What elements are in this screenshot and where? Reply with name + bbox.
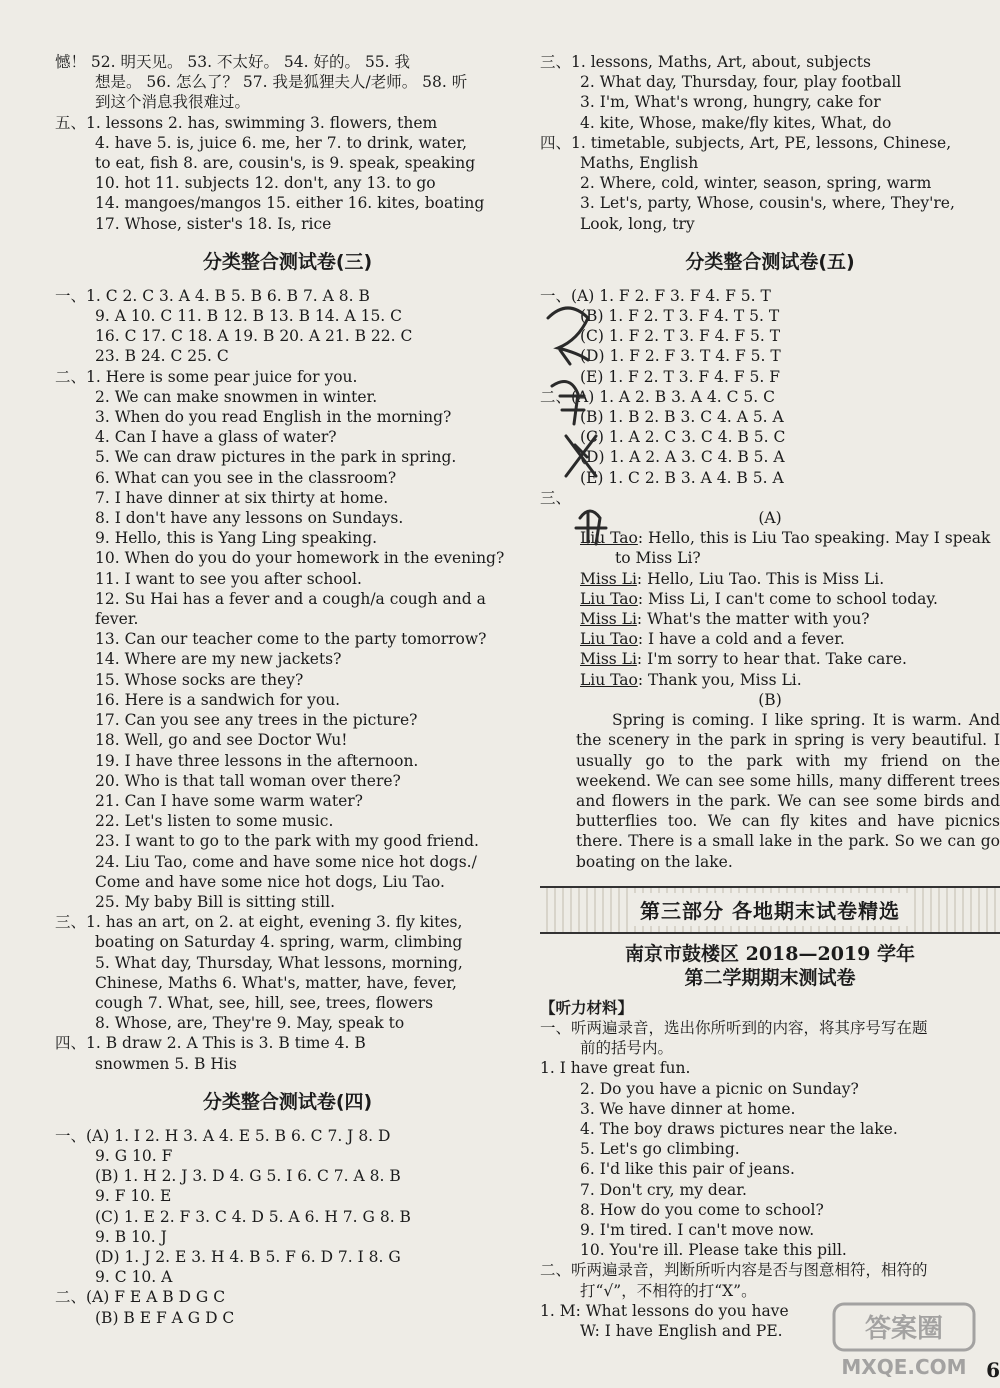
text-line: 14. Where are my new jackets?: [95, 650, 342, 669]
text-line: 9. I'm tired. I can't move now.: [580, 1220, 815, 1239]
text-line: (B) 1. F 2. T 3. F 4. T 5. T: [580, 307, 780, 326]
text-line: 18. Well, go and see Doctor Wu!: [95, 731, 348, 750]
test4-section2: [55, 1287, 520, 1327]
text-line: 5. We can draw pictures in the park in spring.: [95, 448, 457, 467]
text-line: to eat, fish 8. are, cousin's, is 9. speak, speaking: [95, 154, 476, 173]
dialogue-line: [540, 649, 1000, 669]
dialogue-speaker: Liu Tao: [580, 670, 638, 689]
site-watermark-icon: [814, 1294, 994, 1384]
text-line: 16. Here is a sandwich for you.: [95, 690, 341, 709]
text-line: 8. How do you come to school?: [580, 1200, 824, 1219]
text-line: Chinese, Maths 6. What's, matter, have, fever,: [95, 973, 457, 992]
text-line: 四、1. timetable, subjects, Art, PE, lessons, Chinese,: [540, 133, 952, 152]
text-line: 25. My baby Bill is sitting still.: [95, 892, 336, 911]
text-line: (B) B E F A G D C: [95, 1308, 235, 1327]
text-line: 2. Where, cold, winter, season, spring, warm: [580, 174, 932, 193]
text-line: 前的括号内。: [580, 1039, 674, 1058]
listen-section1-instructions: [540, 1018, 1000, 1058]
dialogue-line: [540, 569, 1000, 589]
text-line: 4. have 5. is, juice 6. me, her 7. to drink, water,: [95, 133, 467, 152]
text-line: 13. Can our teacher come to the party tomorrow?: [95, 630, 487, 649]
text-line: 1. I have great fun.: [540, 1059, 691, 1078]
text-line: 4. kite, Whose, make/fly kites, What, do: [580, 113, 892, 132]
page-number: 6: [986, 1358, 1000, 1382]
dialogue-line: [540, 548, 1000, 568]
text-line: 一、1. C 2. C 3. A 4. B 5. B 6. B 7. A 8. B: [55, 286, 370, 305]
listen-items: [540, 1058, 1000, 1260]
text-line: 3. Let's, party, Whose, cousin's, where, They're,: [580, 194, 955, 213]
text-line: 8. I don't have any lessons on Sundays.: [95, 509, 404, 528]
dialogue-text: : Hello, Liu Tao. This is Miss Li.: [636, 569, 885, 588]
text-line: Look, long, try: [580, 214, 695, 233]
text-line: 8. Whose, are, They're 9. May, speak to: [95, 1014, 405, 1033]
text-line: 24. Liu Tao, come and have some nice hot dogs./: [95, 852, 477, 871]
text-line: (D) 1. J 2. E 3. H 4. B 5. F 6. D 7. I 8. G: [95, 1247, 401, 1266]
test4-title: 分类整合测试卷(四): [202, 1090, 373, 1113]
dialogue-block: [540, 528, 1000, 690]
essay-label: (B): [758, 690, 782, 709]
dialogue-speaker: Miss Li: [580, 569, 637, 588]
text-line: 3. I'm, What's wrong, hungry, cake for: [580, 93, 881, 112]
test3-section2: [55, 367, 520, 912]
text-line: 9. F 10. E: [95, 1187, 172, 1206]
text-line: 3. We have dinner at home.: [580, 1099, 796, 1118]
test3-section3: [55, 912, 520, 1033]
dialogue-text: : I'm sorry to hear that. Take care.: [636, 650, 907, 669]
text-line: (C) 1. F 2. T 3. F 4. F 5. T: [580, 327, 781, 346]
text-line: (D) 1. F 2. F 3. T 4. F 5. T: [580, 347, 781, 366]
text-line: 10. When do you do your homework in the evening?: [95, 549, 505, 568]
test3-section4: [55, 1033, 520, 1073]
text-line: 一、听两遍录音，选出你所听到的内容，将其序号写在题: [540, 1018, 928, 1037]
text-line: 4. Can I have a glass of water?: [95, 428, 337, 447]
text-line: 2. What day, Thursday, four, play football: [580, 73, 902, 92]
dialogue-line: [540, 629, 1000, 649]
text-line: 一、(A) 1. I 2. H 3. A 4. E 5. B 6. C 7. J 8. D: [55, 1126, 391, 1145]
text-line: cough 7. What, see, hill, see, trees, flowers: [95, 993, 434, 1012]
text-line: Come and have some nice hot dogs, Liu Tao.: [95, 872, 445, 891]
part3-banner-text: 第三部分 各地期末试卷精选: [628, 893, 912, 926]
text-line: 1. M: What lessons do you have: [540, 1301, 789, 1320]
text-line: 憾！ 52. 明天见。 53. 不太好。 54. 好的。 55. 我: [55, 53, 411, 71]
section-four-answers: [540, 133, 1000, 234]
text-line: 5. What day, Thursday, What lessons, morning,: [95, 953, 463, 972]
text-line: 2. Do you have a picnic on Sunday?: [580, 1079, 859, 1098]
text-line: 9. B 10. J: [95, 1227, 167, 1246]
dialogue-text: : Hello, this is Liu Tao speaking. May I speak: [637, 529, 991, 548]
text-line: 10. hot 11. subjects 12. don't, any 13. to go: [95, 174, 436, 193]
text-line: 一、(A) 1. F 2. F 3. F 4. F 5. T: [540, 286, 771, 305]
text-line: (B) 1. H 2. J 3. D 4. G 5. I 6. C 7. A 8. B: [95, 1167, 401, 1186]
intro-block: [55, 52, 520, 113]
test5-section1: [540, 286, 1000, 387]
text-line: 19. I have three lessons in the afternoon.: [95, 751, 419, 770]
text-line: 三、1. lessons, Maths, Art, about, subjects: [540, 53, 871, 71]
text-line: 二、听两遍录音，判断所听内容是否与图意相符，相符的: [540, 1261, 928, 1280]
text-line: fever.: [95, 610, 139, 629]
text-line: 想是。 56. 怎么了？ 57. 我是狐狸夫人/老师。 58. 听: [95, 73, 468, 92]
text-line: (D) 1. A 2. A 3. C 4. B 5. A: [580, 448, 785, 467]
text-line: 10. You're ill. Please take this pill.: [580, 1241, 847, 1260]
text-line: 打“√”，不相符的打“X”。: [580, 1281, 757, 1300]
watermark-text: 答案圈: [864, 1314, 944, 1344]
text-line: snowmen 5. B His: [95, 1054, 237, 1073]
text-line: (E) 1. F 2. T 3. F 4. F 5. F: [580, 367, 780, 386]
test5-section2: [540, 387, 1000, 488]
text-line: 17. Whose, sister's 18. Is, rice: [95, 214, 332, 233]
test5-title: 分类整合测试卷(五): [685, 250, 855, 273]
test4-section1: [55, 1126, 520, 1288]
right-column: [540, 52, 1000, 1341]
text-line: 23. B 24. C 25. C: [95, 347, 229, 366]
exam-title-line2: 第二学期期末测试卷: [684, 966, 856, 989]
dialogue-speaker: Liu Tao: [580, 630, 638, 649]
text-line: (C) 1. A 2. C 3. C 4. B 5. C: [580, 428, 786, 447]
text-line: 9. G 10. F: [95, 1146, 173, 1165]
text-line: 11. I want to see you after school.: [95, 569, 362, 588]
section-five-answers: [55, 113, 520, 234]
text-line: 17. Can you see any trees in the picture?: [95, 711, 418, 730]
text-line: 二、(A) F E A B D G C: [55, 1288, 226, 1307]
text-line: 22. Let's listen to some music.: [95, 812, 334, 831]
dialogue-line: [540, 589, 1000, 609]
dialogue-text: : I have a cold and a fever.: [637, 630, 845, 649]
dialogue-speaker: Miss Li: [580, 650, 637, 669]
dialogue-line: [540, 609, 1000, 629]
text-line: 9. C 10. A: [95, 1268, 173, 1287]
test3-title: 分类整合测试卷(三): [202, 250, 373, 273]
text-line: 三、1. has an art, on 2. at eight, evening 3. fly kites,: [55, 913, 463, 932]
text-line: 二、1. Here is some pear juice for you.: [55, 367, 358, 386]
dialogue-speaker: Miss Li: [580, 610, 637, 629]
text-line: 15. Whose socks are they?: [95, 670, 304, 689]
text-line: 4. The boy draws pictures near the lake.: [580, 1119, 898, 1138]
watermark-url: MXQE.COM: [841, 1355, 967, 1379]
test3-section1: [55, 286, 520, 367]
text-line: 7. Don't cry, my dear.: [580, 1180, 747, 1199]
exam-title-line1: 南京市鼓楼区 2018—2019 学年: [625, 942, 915, 965]
text-line: 12. Su Hai has a fever and a cough/a cough and a: [95, 589, 486, 608]
dialogue-text: to Miss Li?: [615, 549, 701, 568]
text-line: 14. mangoes/mangos 15. either 16. kites, boating: [95, 194, 485, 213]
dialogue-speaker: Liu Tao: [580, 529, 638, 548]
text-line: 2. We can make snowmen in winter.: [95, 387, 378, 406]
text-line: 9. A 10. C 11. B 12. B 13. B 14. A 15. C: [95, 307, 403, 326]
text-line: (C) 1. E 2. F 3. C 4. D 5. A 6. H 7. G 8. B: [95, 1207, 411, 1226]
text-line: 四、1. B draw 2. A This is 3. B time 4. B: [55, 1034, 366, 1053]
left-column: [55, 52, 520, 1328]
text-line: 9. Hello, this is Yang Ling speaking.: [95, 529, 378, 548]
text-line: 6. I'd like this pair of jeans.: [580, 1160, 795, 1179]
text-line: 二、(A) 1. A 2. B 3. A 4. C 5. C: [540, 387, 775, 406]
essay-paragraph: Spring is coming. I like spring. It is warm. And the scenery in the park in spring is very beautiful. I usually go to the park with my friend on the weekend. We can see some hills, many different trees and flowers in the park. We can see some birds and butterflies too. We can fly kites and have picnics there. There is a small lake in the park. So we can go boating on the lake.: [576, 711, 1000, 871]
text-line: 3. When do you read English in the morning?: [95, 408, 452, 427]
text-line: 20. Who is that tall woman over there?: [95, 771, 401, 790]
text-line: (B) 1. B 2. B 3. C 4. A 5. A: [580, 408, 784, 427]
text-line: 五、1. lessons 2. has, swimming 3. flowers, them: [55, 113, 438, 132]
section-three-answers: [540, 52, 1000, 133]
test5-section3-label: 三、: [540, 488, 572, 507]
dialogue-text: : What's the matter with you?: [636, 610, 870, 629]
text-line: boating on Saturday 4. spring, warm, climbing: [95, 933, 463, 952]
text-line: 23. I want to go to the park with my good friend.: [95, 832, 479, 851]
part3-banner: [540, 886, 1000, 934]
dialogue-line: [540, 528, 1000, 548]
text-line: 5. Let's go climbing.: [580, 1140, 740, 1159]
listen-label: 【听力材料】: [540, 997, 634, 1017]
text-line: 16. C 17. C 18. A 19. B 20. A 21. B 22. C: [95, 327, 413, 346]
text-line: 21. Can I have some warm water?: [95, 791, 363, 810]
dialogue-line: [540, 670, 1000, 690]
text-line: (E) 1. C 2. B 3. A 4. B 5. A: [580, 468, 784, 487]
dialogue-text: : Miss Li, I can't come to school today.: [637, 589, 938, 608]
dialogue-label: (A): [758, 509, 782, 528]
text-line: 到这个消息我很难过。: [95, 93, 251, 112]
text-line: W: I have English and PE.: [580, 1321, 783, 1340]
dialogue-speaker: Liu Tao: [580, 589, 638, 608]
text-line: 7. I have dinner at six thirty at home.: [95, 488, 389, 507]
text-line: 6. What can you see in the classroom?: [95, 468, 397, 487]
text-line: Maths, English: [580, 154, 699, 173]
dialogue-text: : Thank you, Miss Li.: [637, 670, 802, 689]
